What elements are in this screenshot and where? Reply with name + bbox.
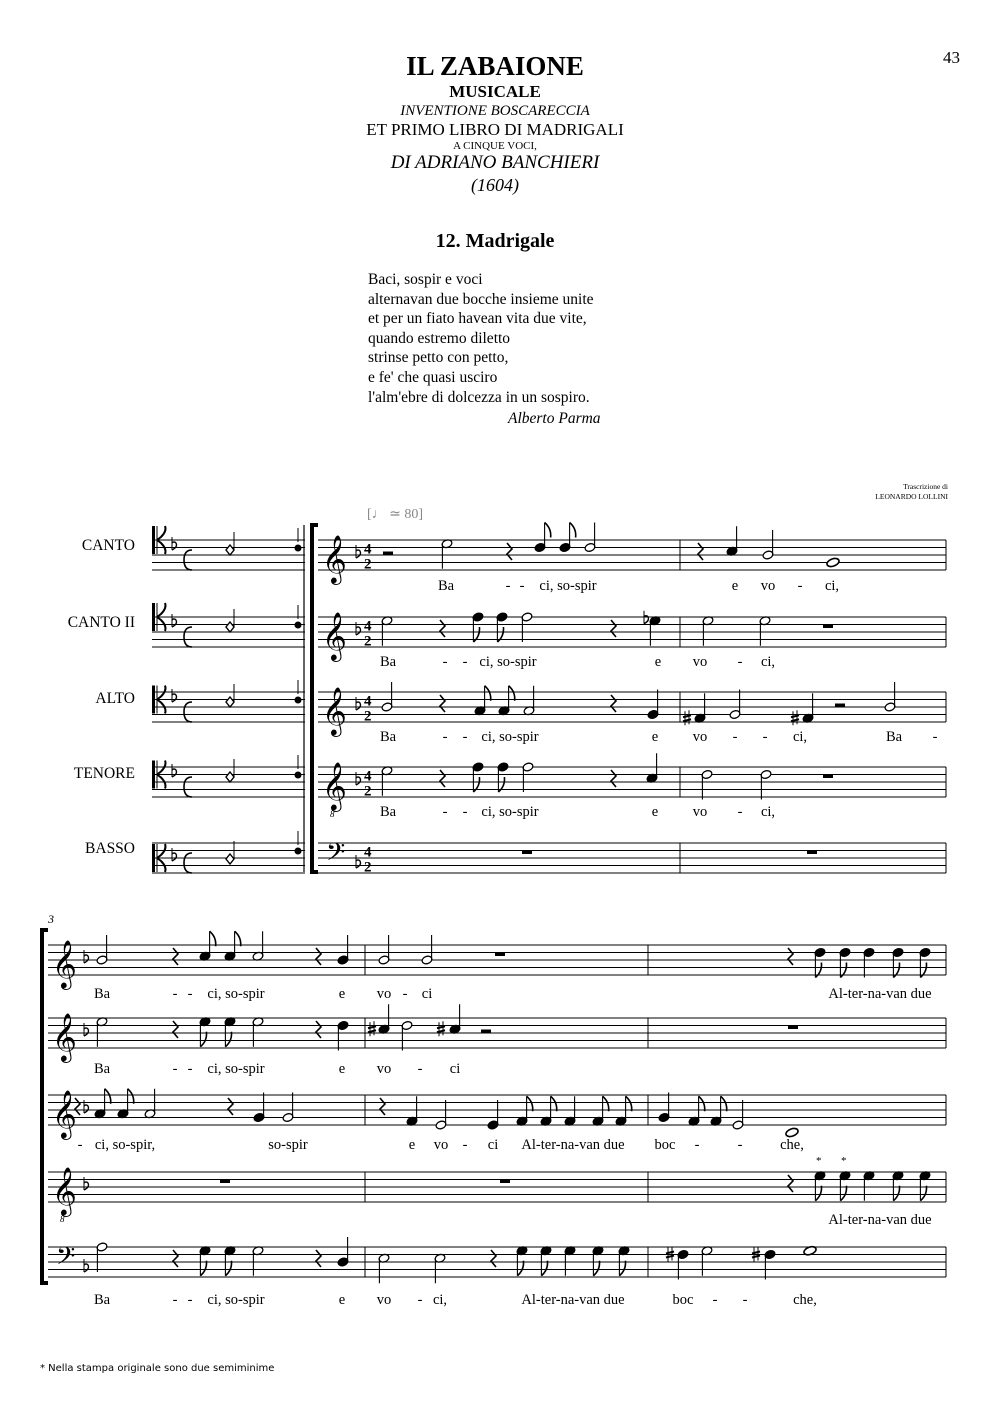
flat-sign — [84, 1264, 89, 1272]
note-flag — [721, 1096, 727, 1111]
lyric-tenore: vo — [692, 804, 708, 820]
lyric-alto: che, — [780, 1137, 804, 1153]
note-flag — [210, 931, 216, 946]
system-bracket — [42, 930, 48, 1283]
sharp-sign — [437, 1030, 445, 1032]
whole-rest — [788, 1026, 798, 1030]
lyric-basso: e — [338, 1292, 346, 1308]
lyric-basso: - — [417, 1292, 423, 1308]
asterisk-mark: * — [816, 1155, 822, 1167]
time-signature: 4 — [364, 693, 372, 710]
lyric-canto-ii: vo — [376, 1061, 392, 1077]
piece-title: 12. Madrigale — [435, 230, 555, 252]
flat-sign — [356, 777, 361, 785]
treble-clef: 𝄞 — [52, 1012, 77, 1061]
lyric-basso: - — [187, 1292, 193, 1308]
whole-rest — [500, 1180, 510, 1184]
note-flag — [840, 1186, 846, 1201]
lyric-tenore: - — [737, 804, 743, 820]
lyric-tenore: Al-ter-na-van due — [828, 1212, 932, 1228]
lyric-canto-ii: - — [737, 654, 743, 670]
sharp-sign — [437, 1026, 445, 1028]
title-subtitle-libro: ET PRIMO LIBRO DI MADRIGALI — [366, 120, 624, 139]
note-flag — [105, 1089, 111, 1104]
time-signature: 4 — [364, 618, 372, 635]
lyric-canto: - — [519, 578, 525, 594]
lyric-canto: - — [505, 578, 511, 594]
lyric-canto: vo — [760, 578, 776, 594]
whole-rest — [522, 851, 532, 855]
lyric-tenore: ci, — [760, 804, 776, 820]
lyric-basso: ci, so-spir — [207, 1292, 265, 1308]
lyric-canto-ii: - — [187, 1061, 193, 1077]
part-name-alto: ALTO — [95, 690, 135, 707]
treble-clef: 𝄞 — [322, 534, 347, 583]
lyric-basso: boc — [672, 1292, 694, 1308]
time-signature: 2 — [364, 708, 372, 725]
flat-sign — [84, 1028, 89, 1036]
quarter-rest — [228, 1098, 233, 1115]
time-signature: 2 — [364, 556, 372, 573]
note-flag — [200, 1032, 206, 1047]
sharp-sign — [666, 1256, 674, 1258]
note-flag — [699, 1096, 705, 1111]
lyric-alto: e — [651, 729, 659, 745]
lyric-alto: boc — [654, 1137, 676, 1153]
quarter-rest — [440, 695, 445, 712]
credit-name: LEONARDO LOLLINI — [875, 492, 948, 501]
note-flag — [593, 1261, 599, 1276]
whole-rest — [220, 1180, 230, 1184]
treble-clef: 𝄞 — [322, 686, 347, 735]
lyric-canto: Ba — [93, 986, 111, 1002]
part-name-canto: CANTO — [81, 537, 135, 554]
title-subtitle-voci: A CINQUE VOCI, — [453, 140, 537, 152]
sharp-sign — [683, 715, 691, 717]
quarter-rest — [173, 1250, 178, 1267]
bass-clef: 𝄢 — [56, 1242, 76, 1277]
poem-line: et per un fiato havean vita due vite, — [368, 310, 587, 328]
lyric-canto: e — [338, 986, 346, 1002]
mensuration-sign — [184, 777, 192, 797]
half-rest — [835, 704, 845, 708]
note-flag — [603, 1096, 609, 1111]
poem-author: Alberto Parma — [508, 410, 601, 427]
lyric-canto-ii: vo — [692, 654, 708, 670]
quarter-rest — [173, 1021, 178, 1038]
sharp-sign — [791, 719, 799, 721]
lyric-canto-ii: Ba — [379, 654, 397, 670]
lyric-canto: vo — [376, 986, 392, 1002]
treble-clef: 𝄞 — [52, 1166, 77, 1215]
note-flag — [509, 686, 515, 701]
note-flag — [200, 1261, 206, 1276]
flat-sign — [84, 1182, 89, 1190]
flat-sign — [356, 702, 361, 710]
lyric-alto: - — [462, 729, 468, 745]
quarter-rest — [316, 1021, 321, 1038]
half-rest — [481, 1030, 491, 1034]
lyric-canto-ii: Ba — [93, 1061, 111, 1077]
lyric-canto-ii: ci, so-spir — [207, 1061, 265, 1077]
whole-rest — [495, 953, 505, 957]
c-clef — [152, 761, 155, 789]
title-composer: DI ADRIANO BANCHIERI — [390, 152, 600, 173]
lyric-alto: - — [737, 1137, 743, 1153]
flat-sign — [356, 860, 361, 868]
c-clef — [152, 526, 155, 554]
system-bracket — [312, 525, 318, 872]
lyric-canto-ii: - — [442, 654, 448, 670]
lyric-alto: ci, so-spir, — [94, 1137, 156, 1153]
lyric-alto: - — [77, 1137, 83, 1153]
lyric-alto: - — [462, 1137, 468, 1153]
lyric-canto: ci, so-spir — [539, 578, 597, 594]
quarter-rest — [611, 770, 616, 787]
title-main: IL ZABAIONE — [406, 51, 584, 81]
lyric-alto: - — [932, 729, 938, 745]
lyric-alto: Ba — [885, 729, 903, 745]
treble-clef: 𝄞 — [322, 761, 347, 810]
note-flag — [527, 1096, 533, 1111]
lyric-canto: Ba — [437, 578, 455, 594]
note-flag — [570, 523, 576, 538]
time-signature: 2 — [364, 633, 372, 650]
lyric-basso: vo — [376, 1292, 392, 1308]
note-flag — [225, 1032, 231, 1047]
quarter-rest — [788, 1175, 793, 1192]
mensuration-sign — [184, 853, 192, 873]
sharp-sign — [368, 1030, 376, 1032]
lyric-canto-ii: - — [172, 1061, 178, 1077]
lyric-canto: Al-ter-na-van due — [828, 986, 932, 1002]
note-flag — [235, 931, 241, 946]
lyric-canto: e — [731, 578, 739, 594]
lyric-basso: - — [172, 1292, 178, 1308]
sharp-sign — [683, 719, 691, 721]
quarter-rest — [380, 1098, 385, 1115]
quarter-rest — [440, 770, 445, 787]
quarter-rest — [316, 948, 321, 965]
poem-line: Baci, sospir e voci — [368, 271, 483, 288]
quarter-rest — [698, 543, 703, 560]
quarter-rest — [611, 695, 616, 712]
asterisk-mark: * — [841, 1155, 847, 1167]
title-year: (1604) — [471, 175, 519, 195]
time-signature: 2 — [364, 859, 372, 876]
lyric-canto-ii: e — [654, 654, 662, 670]
poem-line: alternavan due bocche insieme unite — [368, 290, 594, 308]
mensuration-sign — [184, 627, 192, 647]
note-flag — [225, 1261, 231, 1276]
quarter-rest — [173, 948, 178, 965]
lyric-canto: - — [187, 986, 193, 1002]
credit-line: Trascrizione di — [903, 482, 948, 491]
half-rest — [383, 552, 393, 556]
lyric-tenore: Ba — [379, 804, 397, 820]
note-flag — [128, 1089, 134, 1104]
lyric-canto: - — [172, 986, 178, 1002]
note-flag — [541, 1261, 547, 1276]
lyric-alto: vo — [433, 1137, 449, 1153]
time-signature: 4 — [364, 844, 372, 861]
flat-sign — [172, 542, 177, 550]
page-number: 43 — [943, 48, 960, 67]
incipit-note — [226, 697, 234, 707]
treble-clef: 𝄞 — [322, 611, 347, 660]
flat-sign — [84, 1105, 89, 1113]
time-signature: 2 — [364, 783, 372, 800]
c-clef — [152, 844, 155, 872]
flat-sign — [356, 627, 361, 635]
incipit-note — [295, 772, 302, 779]
note-flag — [517, 1261, 523, 1276]
bass-clef: 𝄢 — [326, 838, 346, 873]
quarter-rest — [316, 1250, 321, 1267]
octave-mark: 8 — [60, 1214, 65, 1224]
part-name-canto-ii: CANTO II — [67, 614, 135, 631]
lyric-basso: - — [742, 1292, 748, 1308]
sharp-sign — [752, 1252, 760, 1254]
note-flag — [893, 1186, 899, 1201]
poem-line: e fe' che quasi usciro — [368, 368, 498, 386]
lyric-canto: - — [797, 578, 803, 594]
flat-sign — [172, 769, 177, 777]
incipit-note — [226, 545, 234, 555]
flat-sign — [356, 550, 361, 558]
footnote: * Nella stampa originale sono due semiminime — [40, 1363, 275, 1374]
lyric-tenore: - — [442, 804, 448, 820]
octave-mark: 8 — [330, 809, 335, 819]
time-signature: 4 — [364, 541, 372, 558]
sharp-sign — [368, 1026, 376, 1028]
flat-sign — [172, 694, 177, 702]
lyric-alto: Ba — [379, 729, 397, 745]
incipit-note — [226, 854, 234, 864]
lyric-alto: ci, so-spir — [481, 729, 539, 745]
lyric-canto-ii: - — [462, 654, 468, 670]
poem-line: strinse petto con petto, — [368, 349, 509, 367]
sharp-sign — [666, 1252, 674, 1254]
mensuration-sign — [184, 550, 192, 570]
lyric-alto: e — [408, 1137, 416, 1153]
note-flag — [545, 523, 551, 538]
lyric-canto: ci, so-spir — [207, 986, 265, 1002]
quarter-rest — [440, 620, 445, 637]
lyric-canto-ii: ci, so-spir — [479, 654, 537, 670]
title-subtitle-inventione: INVENTIONE BOSCARECCIA — [400, 103, 590, 119]
whole-rest — [807, 851, 817, 855]
lyric-alto: ci, — [792, 729, 808, 745]
lyric-canto: - — [402, 986, 408, 1002]
note-flag — [485, 686, 491, 701]
incipit-note — [226, 772, 234, 782]
mensuration-sign — [184, 702, 192, 722]
quarter-rest — [491, 1250, 496, 1267]
sharp-sign — [791, 715, 799, 717]
measure-number: 3 — [48, 912, 54, 926]
part-name-tenore: TENORE — [73, 765, 135, 782]
note-flag — [920, 1186, 926, 1201]
quarter-rest — [507, 543, 512, 560]
lyric-alto: Al-ter-na-van due — [521, 1137, 625, 1153]
lyric-basso: - — [712, 1292, 718, 1308]
poem-line: quando estremo diletto — [368, 329, 511, 347]
whole-rest — [823, 775, 833, 779]
lyric-alto: vo — [692, 729, 708, 745]
c-clef — [152, 603, 155, 631]
incipit-note — [226, 622, 234, 632]
note-flag — [626, 1096, 632, 1111]
lyric-basso: ci, — [432, 1292, 448, 1308]
incipit-note — [295, 622, 302, 629]
poem-line: l'alm'ebre di dolcezza in un sospiro. — [368, 388, 590, 406]
time-signature: 4 — [364, 768, 372, 785]
note — [826, 557, 840, 568]
lyric-canto: ci, — [824, 578, 840, 594]
part-name-basso: BASSO — [85, 840, 135, 857]
lyric-canto-ii: - — [417, 1061, 423, 1077]
treble-clef: 𝄞 — [52, 939, 77, 988]
quarter-rest — [788, 948, 793, 965]
incipit-note — [295, 545, 302, 552]
note-flag — [551, 1096, 557, 1111]
lyric-canto-ii: ci, — [760, 654, 776, 670]
note-flag — [815, 1186, 821, 1201]
incipit-note — [295, 697, 302, 704]
lyric-alto: ci — [487, 1137, 499, 1153]
lyric-tenore: ci, so-spir — [481, 804, 539, 820]
flat-sign — [172, 619, 177, 627]
incipit-note — [295, 848, 302, 855]
quarter-rest — [611, 620, 616, 637]
lyric-canto-ii: ci — [449, 1061, 461, 1077]
lyric-alto: - — [694, 1137, 700, 1153]
lyric-basso: Al-ter-na-van due — [521, 1292, 625, 1308]
c-clef — [152, 686, 155, 714]
lyric-canto: ci — [421, 986, 433, 1002]
lyric-alto: - — [762, 729, 768, 745]
tempo-marking: [♩ ≃ 80] — [367, 507, 424, 522]
sharp-sign — [752, 1256, 760, 1258]
treble-clef: 𝄞 — [52, 1089, 77, 1138]
lyric-basso: che, — [793, 1292, 817, 1308]
lyric-alto: so-spir — [268, 1137, 308, 1153]
lyric-basso: Ba — [93, 1292, 111, 1308]
whole-rest — [823, 625, 833, 629]
lyric-alto: - — [732, 729, 738, 745]
flat-sign — [84, 955, 89, 963]
flat-sign — [172, 853, 177, 861]
lyric-canto-ii: e — [338, 1061, 346, 1077]
lyric-alto: - — [442, 729, 448, 745]
note-flag — [619, 1261, 625, 1276]
lyric-tenore: e — [651, 804, 659, 820]
title-subtitle-musicale: MUSICALE — [449, 82, 541, 101]
lyric-tenore: - — [462, 804, 468, 820]
